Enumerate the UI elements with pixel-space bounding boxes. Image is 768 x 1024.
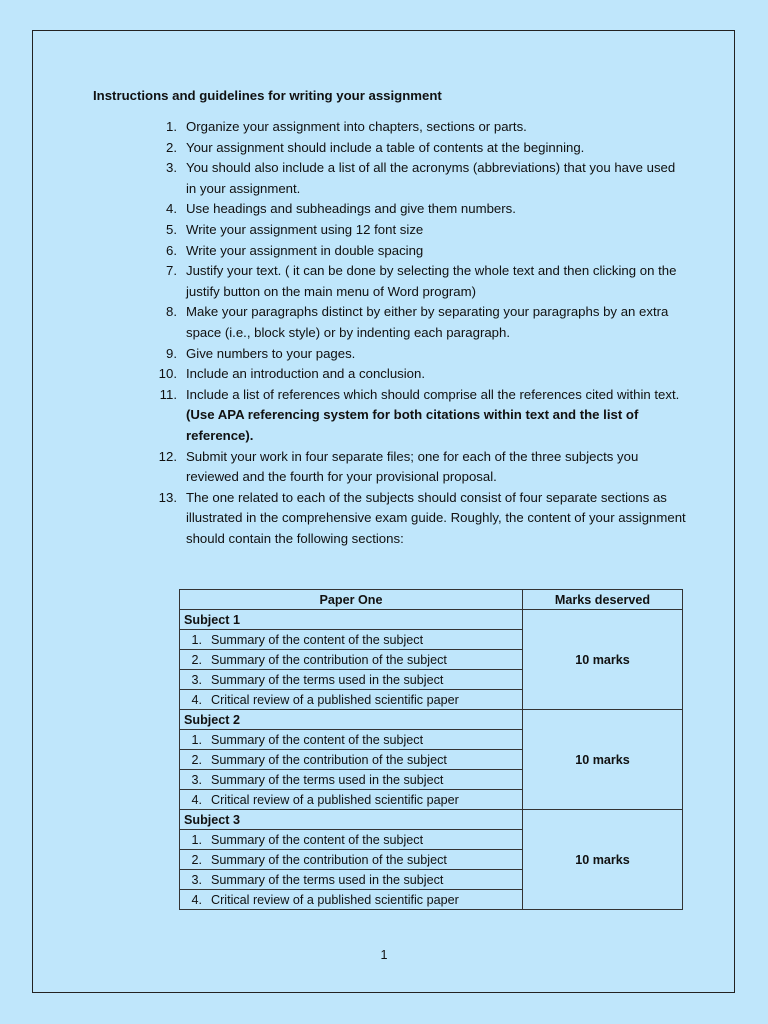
item-number: 3. (191, 772, 202, 787)
subject-item (180, 650, 523, 670)
instruction-item (149, 138, 689, 159)
instruction-number: 4. (166, 201, 177, 217)
marks-cell: 10 marks (523, 610, 683, 710)
instruction-number: 10. (158, 366, 177, 382)
instruction-text: Write your assignment in double spacing (186, 242, 424, 258)
item-text: Summary of the terms used in the subject (211, 772, 444, 787)
item-number: 2. (191, 652, 202, 667)
instruction-number: 2. (166, 139, 177, 155)
subject-item (180, 670, 523, 690)
item-text: Critical review of a published scientific paper (211, 892, 459, 907)
instruction-number: 12. (158, 448, 177, 464)
instruction-item (149, 302, 689, 343)
item-text: Summary of the content of the subject (211, 832, 424, 847)
marks-header: Marks deserved (523, 590, 683, 610)
subject-item (180, 890, 523, 910)
item-number: 1. (191, 832, 202, 847)
subject-item (180, 750, 523, 770)
instruction-item (149, 199, 689, 220)
subject-item (180, 870, 523, 890)
subject-item (180, 830, 523, 850)
instruction-item (149, 344, 689, 365)
subject-item (180, 630, 523, 650)
subject-item (180, 730, 523, 750)
item-number: 1. (191, 732, 202, 747)
instruction-number: 8. (166, 304, 177, 320)
instruction-bold-text: (Use APA referencing system for both citations within text and the list of reference). (186, 407, 639, 443)
subject-item (180, 770, 523, 790)
table-header-row (180, 590, 683, 610)
instruction-text: Organize your assignment into chapters, sections or parts. (186, 119, 527, 134)
item-number: 2. (191, 852, 202, 867)
item-text: Summary of the content of the subject (211, 732, 424, 747)
subject-item (180, 790, 523, 810)
item-number: 4. (191, 892, 202, 907)
item-text: Summary of the terms used in the subject (211, 872, 444, 887)
table-row (180, 710, 683, 730)
instruction-text: Submit your work in four separate files; one for each of the three subjects you reviewed and the fourth for your provisional proposal. (186, 448, 639, 485)
instruction-item (149, 158, 689, 199)
instruction-item (149, 241, 689, 262)
item-text: Summary of the terms used in the subject (211, 672, 444, 687)
subject-title: Subject 2 (180, 710, 523, 730)
marks-table (179, 589, 683, 910)
instruction-number: 6. (166, 242, 177, 258)
table-row (180, 610, 683, 630)
instruction-item (149, 364, 689, 385)
subject-item (180, 690, 523, 710)
instruction-number: 5. (166, 221, 177, 237)
item-number: 2. (191, 752, 202, 767)
instruction-item (149, 447, 689, 488)
item-text: Summary of the contribution of the subject (211, 852, 447, 867)
subject-item (180, 850, 523, 870)
instruction-text: The one related to each of the subjects should consist of four separate sections as illustrated in the comprehensive exam guide. Roughly, the content of your assignment should contain the following sections: (186, 489, 686, 546)
document-heading: Instructions and guidelines for writing your assignment (93, 88, 442, 103)
marks-cell: 10 marks (523, 810, 683, 910)
instruction-item (149, 220, 689, 241)
item-text: Critical review of a published scientific paper (211, 792, 459, 807)
instruction-text: Use headings and subheadings and give them numbers. (186, 201, 516, 217)
instructions-list (149, 117, 689, 549)
item-text: Critical review of a published scientific paper (211, 692, 459, 707)
instruction-item (149, 117, 689, 138)
instruction-text: Make your paragraphs distinct by either by separating your paragraphs by an extra space (i.e., block style) or by indenting each paragraph. (186, 304, 669, 340)
instruction-number: 13. (158, 489, 177, 505)
instruction-text: Your assignment should include a table of contents at the beginning. (186, 139, 585, 155)
instruction-text: Justify your text. ( it can be done by selecting the whole text and then clicking on the justify button on the main menu of Word program) (186, 263, 677, 299)
item-number: 3. (191, 672, 202, 687)
item-number: 4. (191, 692, 202, 707)
item-text: Summary of the contribution of the subject (211, 652, 447, 667)
instruction-item (149, 488, 689, 550)
instruction-item (149, 261, 689, 302)
subject-title: Subject 1 (180, 610, 523, 630)
item-number: 3. (191, 872, 202, 887)
instruction-text: Include an introduction and a conclusion. (186, 366, 426, 382)
item-text: Summary of the contribution of the subject (211, 752, 447, 767)
instruction-text: Give numbers to your pages. (186, 345, 356, 361)
item-number: 1. (191, 632, 202, 647)
instruction-text: Include a list of references which should comprise all the references cited within text. (186, 386, 680, 402)
marks-cell: 10 marks (523, 710, 683, 810)
table-row (180, 810, 683, 830)
instruction-number: 11. (159, 386, 177, 402)
instruction-number: 7. (166, 263, 177, 279)
instruction-text: You should also include a list of all the acronyms (abbreviations) that you have used in your assignment. (186, 160, 676, 196)
paper-header: Paper One (180, 590, 523, 610)
item-number: 4. (191, 792, 202, 807)
instruction-number: 1. (166, 119, 177, 134)
instruction-number: 9. (166, 345, 177, 361)
instruction-item (149, 385, 689, 447)
item-text: Summary of the content of the subject (211, 632, 424, 647)
instruction-text: Write your assignment using 12 font size (186, 221, 424, 237)
page-number: 1 (380, 948, 388, 962)
instruction-number: 3. (166, 160, 177, 176)
subject-title: Subject 3 (180, 810, 523, 830)
